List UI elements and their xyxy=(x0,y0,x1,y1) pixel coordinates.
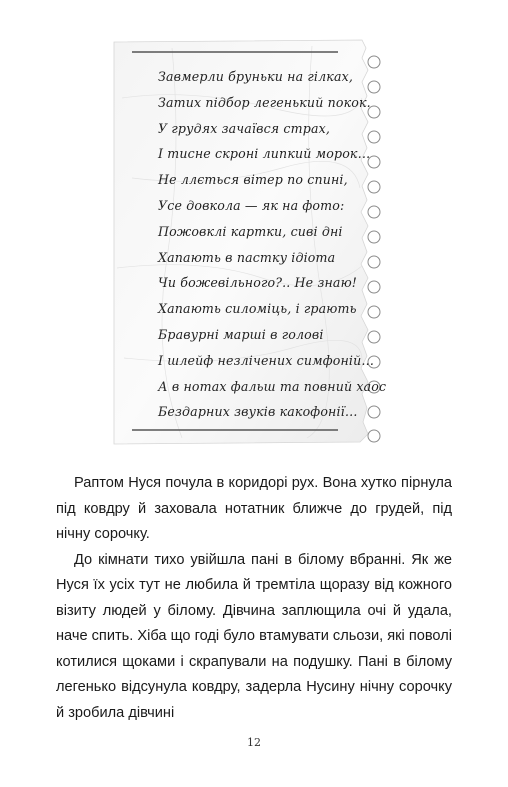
body-text xyxy=(56,471,452,726)
poem-line: У грудях зачаївся страх, xyxy=(158,120,331,136)
poem-line: Чи божевільного?.. Не знаю! xyxy=(158,275,358,291)
poem-line: І тисне скроні липкий морок… xyxy=(158,146,371,162)
poem xyxy=(158,64,386,425)
poem-line: Усе довкола — як на фото: xyxy=(158,197,345,213)
poem-line: Бездарних звуків какофонії… xyxy=(158,404,358,420)
poem-line: Затих підбор легенький покок. xyxy=(158,94,371,110)
paragraph: Раптом Нуся почула в коридорі рух. Вона хутко пірнула під ковдру й заховала нотатник ближче до грудей, під нічну сорочку. xyxy=(56,475,452,542)
poem-line: А в нотах фальш та повний хаос xyxy=(158,378,387,394)
paragraph: До кімнати тихо увійшла пані в білому вбранні. Як же Нуся їх усіх тут не любила й тремтіла щоразу від кожного візиту людей у білому. Дівчина заплющила очі й удала, наче спить. Хіба що годі було втамувати сльози, які поволі котилися щоками і скрапували на подушку. Пані в білому легенько відсунула ковдру, задерла Нусину нічну сорочку й зробила дівчині xyxy=(56,551,452,721)
poem-line: Хапають в пастку ідіота xyxy=(158,249,336,265)
poem-line: Бравурні марші в голові xyxy=(158,326,324,342)
poem-line: Не ллється вітер по спині, xyxy=(158,172,348,188)
page-number: 12 xyxy=(247,736,261,749)
notebook-page xyxy=(112,38,390,446)
poem-line: Хапають силоміць, і грають xyxy=(158,301,357,317)
poem-line: Завмерли бруньки на гілках, xyxy=(158,69,354,84)
poem-line: Пожовклі картки, сиві дні xyxy=(158,223,343,239)
poem-line: І шлейф незлічених симфоній… xyxy=(158,352,375,368)
